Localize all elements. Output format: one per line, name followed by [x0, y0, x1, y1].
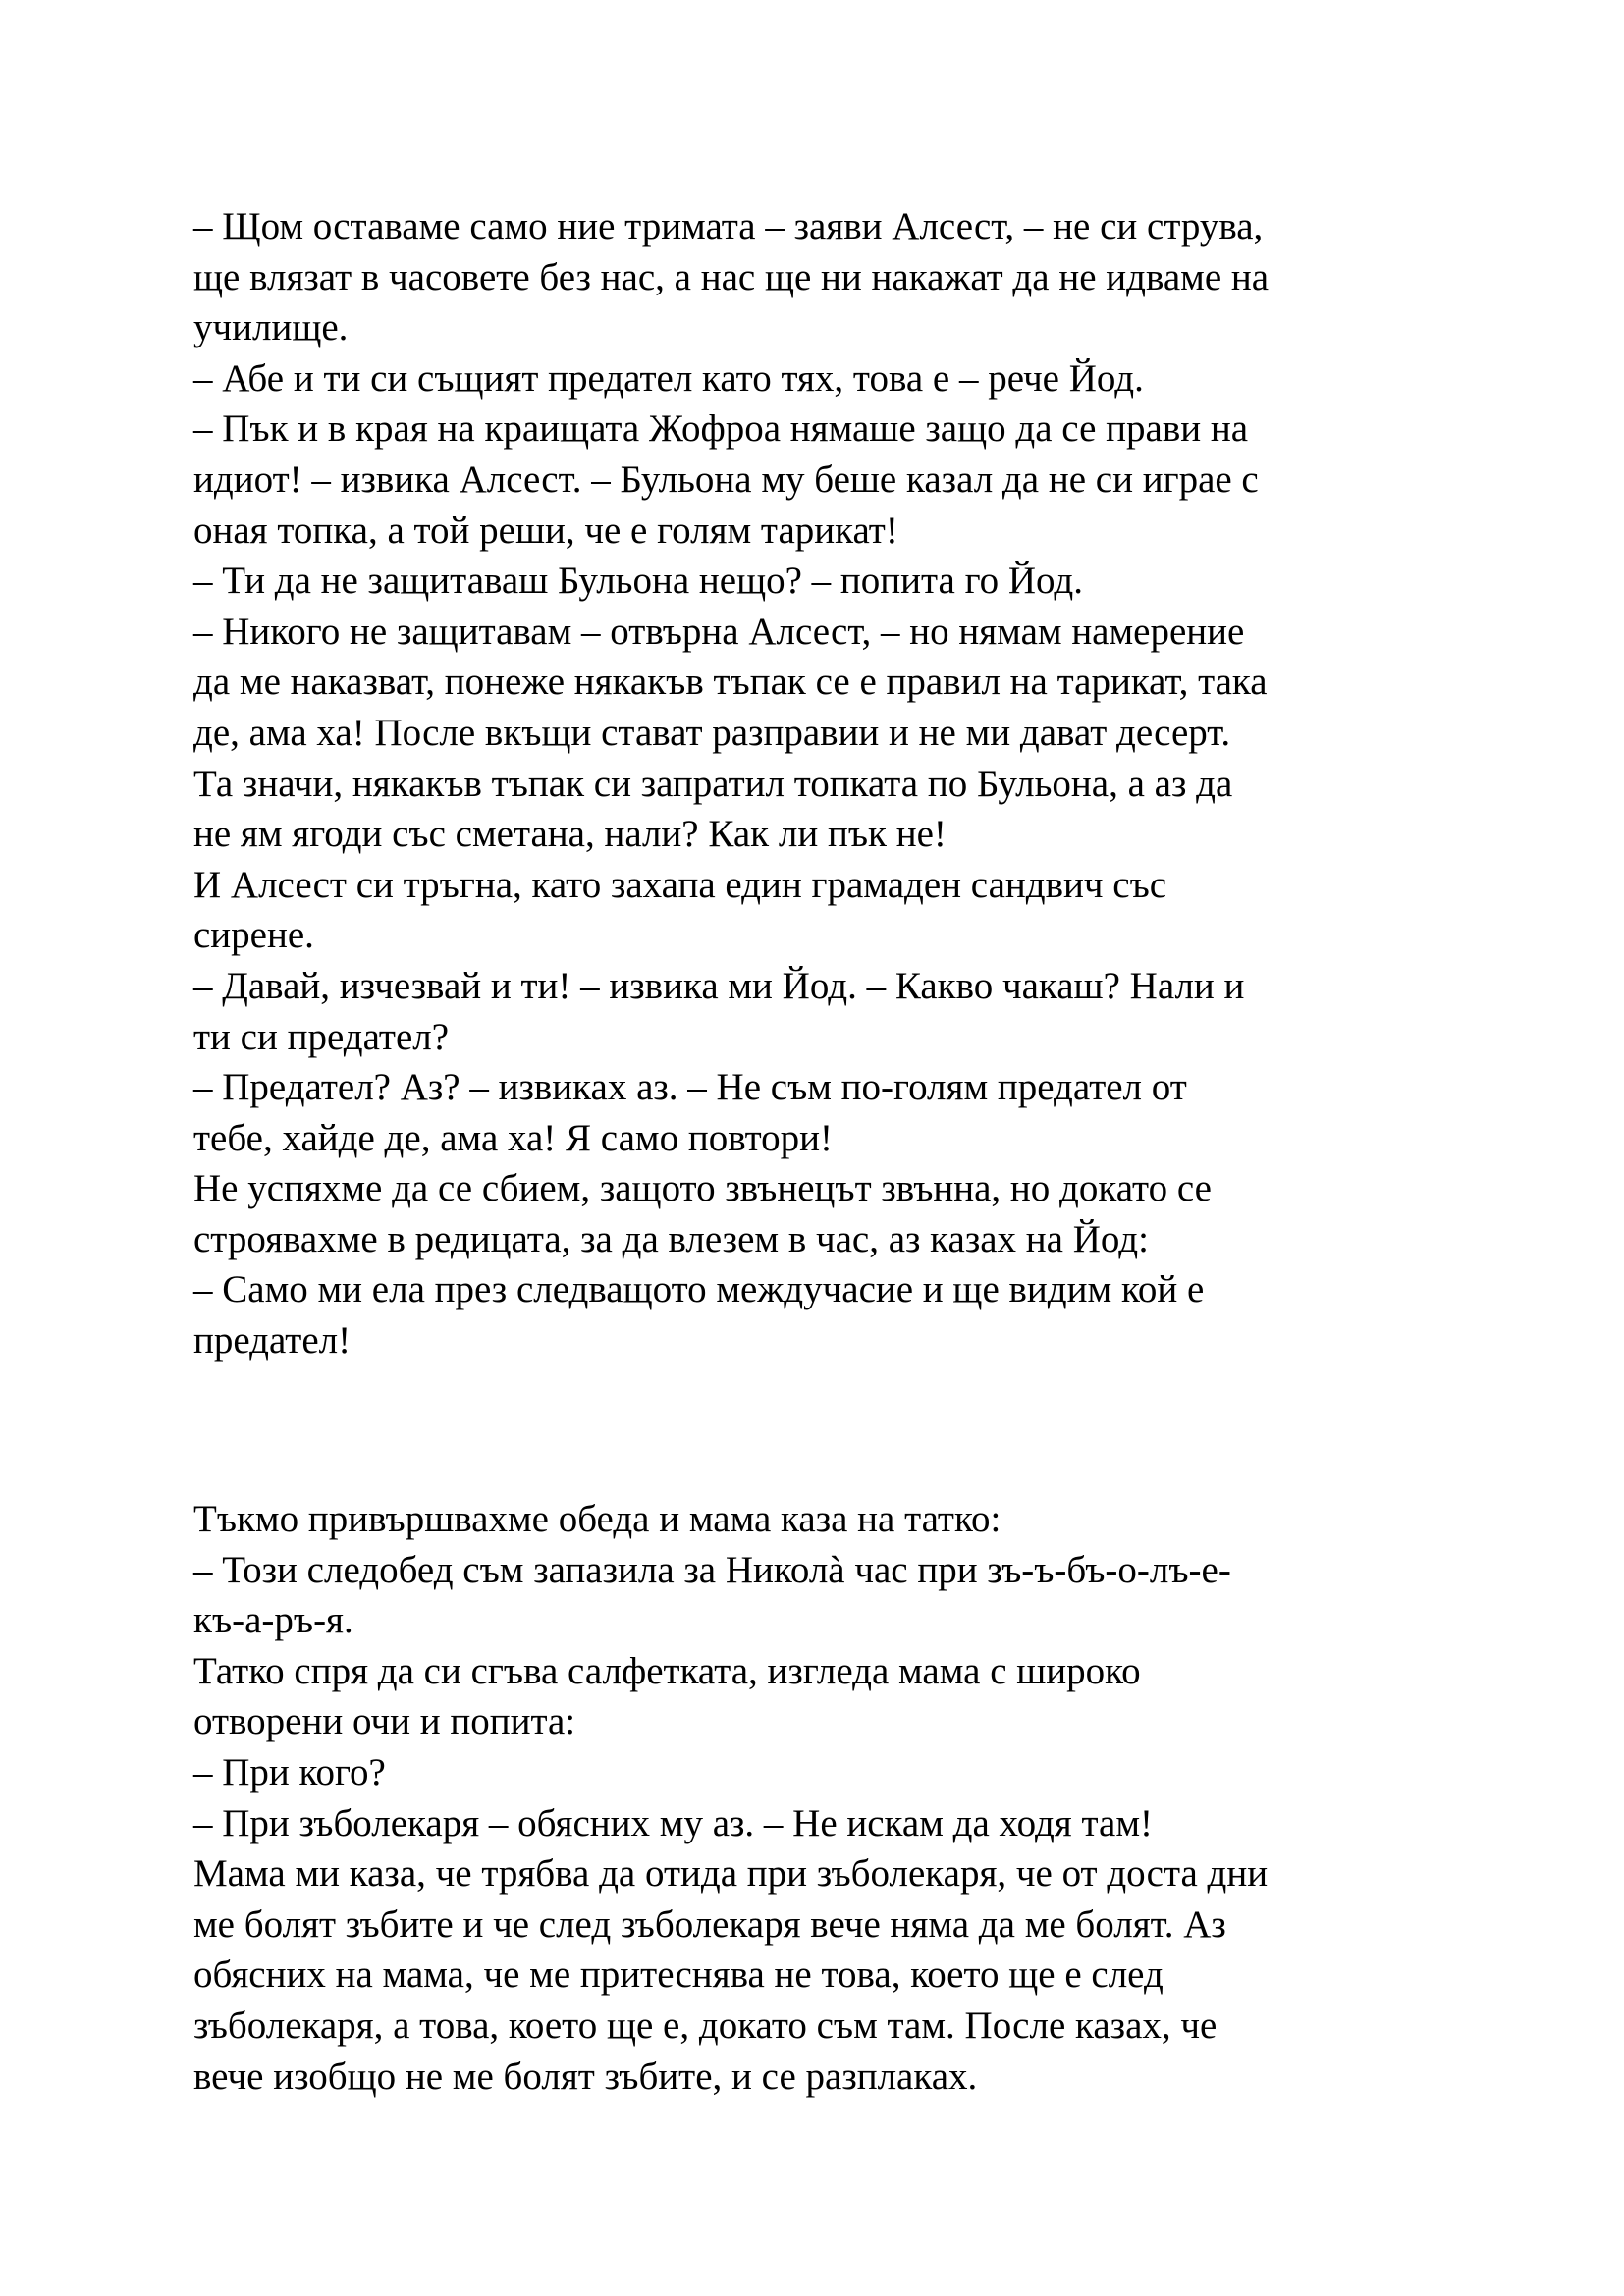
text-line: – Давай, изчезвай и ти! – извика ми Йод. – Какво чакаш? Нали и	[193, 964, 1245, 1007]
text-line: да ме наказват, понеже някакъв тъпак се е правил на тарикат, така	[193, 661, 1268, 704]
text-line: строявахме в редицата, за да влезем в час, аз казах на Йод:	[193, 1217, 1149, 1260]
text-line: де, ама ха! После вкъщи стават разправии и не ми дават десерт.	[193, 711, 1231, 754]
text-line: Не успяхме да се сбием, защото звънецът звънна, но докато се	[193, 1167, 1212, 1210]
text-line: – При кого?	[193, 1750, 386, 1793]
text-line: – При зъболекаря – обясних му аз. – Не искам да ходя там!	[193, 1801, 1153, 1844]
text-line: – Този следобед съм запазила за Николà час при зъ-ъ-бъ-о-лъ-е-	[193, 1548, 1231, 1591]
text-line: идиот! – извика Алсест. – Бульона му беше казал да не си играе с	[193, 457, 1259, 501]
text-line: обясних на мама, че ме притеснява не това, което ще е след	[193, 1953, 1164, 1997]
text-line: зъболекаря, а това, което ще е, докато съм там. После казах, че	[193, 2003, 1218, 2047]
text-line: – Предател? Аз? – извиках аз. – Не съм по-голям предател от	[193, 1066, 1187, 1109]
text-line: училище.	[193, 306, 349, 349]
text-line: ще влязат в часовете без нас, а нас ще ни накажат да не идваме на	[193, 255, 1270, 298]
text-line: И Алсест си тръгна, като захапа един грамаден сандвич със	[193, 863, 1167, 906]
text-line: Мама ми каза, че трябва да отида при зъболекаря, че от доста дни	[193, 1852, 1269, 1896]
text-line: ме болят зъбите и че след зъболекаря вече няма да ме болят. Аз	[193, 1902, 1226, 1946]
text-line: Тъкмо привършвахме обеда и мама каза на татко:	[193, 1498, 1001, 1540]
text-section-1	[193, 201, 1470, 1366]
text-line: не ям ягоди със сметана, нали? Как ли пък не!	[193, 813, 947, 856]
text-line: вече изобщо не ме болят зъбите, и се разплаках.	[193, 2055, 978, 2098]
text-line: Татко спря да си сгъва салфетката, изгледа мама с широко	[193, 1649, 1141, 1692]
text-line: предател!	[193, 1319, 352, 1362]
text-line: ти си предател?	[193, 1015, 450, 1058]
text-line: – Никого не защитавам – отвърна Алсест, – но нямам намерение	[193, 610, 1245, 653]
text-line: – Абе и ти си същият предател като тях, това е – рече Йод.	[193, 356, 1144, 400]
text-line: отворени очи и попита:	[193, 1700, 576, 1743]
text-line: къ-а-ръ-я.	[193, 1599, 353, 1642]
text-line: – Щом оставаме само ние тримата – заяви Алсест, – не си струва,	[193, 205, 1264, 247]
text-line: – Пък и в края на краищата Жофроа нямаше защо да се прави на	[193, 407, 1249, 451]
text-line: – Само ми ела през следващото междучасие и ще видим кой е	[193, 1268, 1205, 1311]
text-line: тебе, хайде де, ама ха! Я само повтори!	[193, 1116, 834, 1159]
text-line: сирене.	[193, 914, 314, 957]
text-line: оная топка, а той реши, че е голям тарикат!	[193, 508, 898, 552]
text-section-2	[193, 1494, 1470, 2102]
text-line: – Ти да не защитаваш Бульона нещо? – попита го Йод.	[193, 560, 1084, 603]
text-line: Та значи, някакъв тъпак си запратил топката по Бульона, а аз да	[193, 762, 1233, 805]
